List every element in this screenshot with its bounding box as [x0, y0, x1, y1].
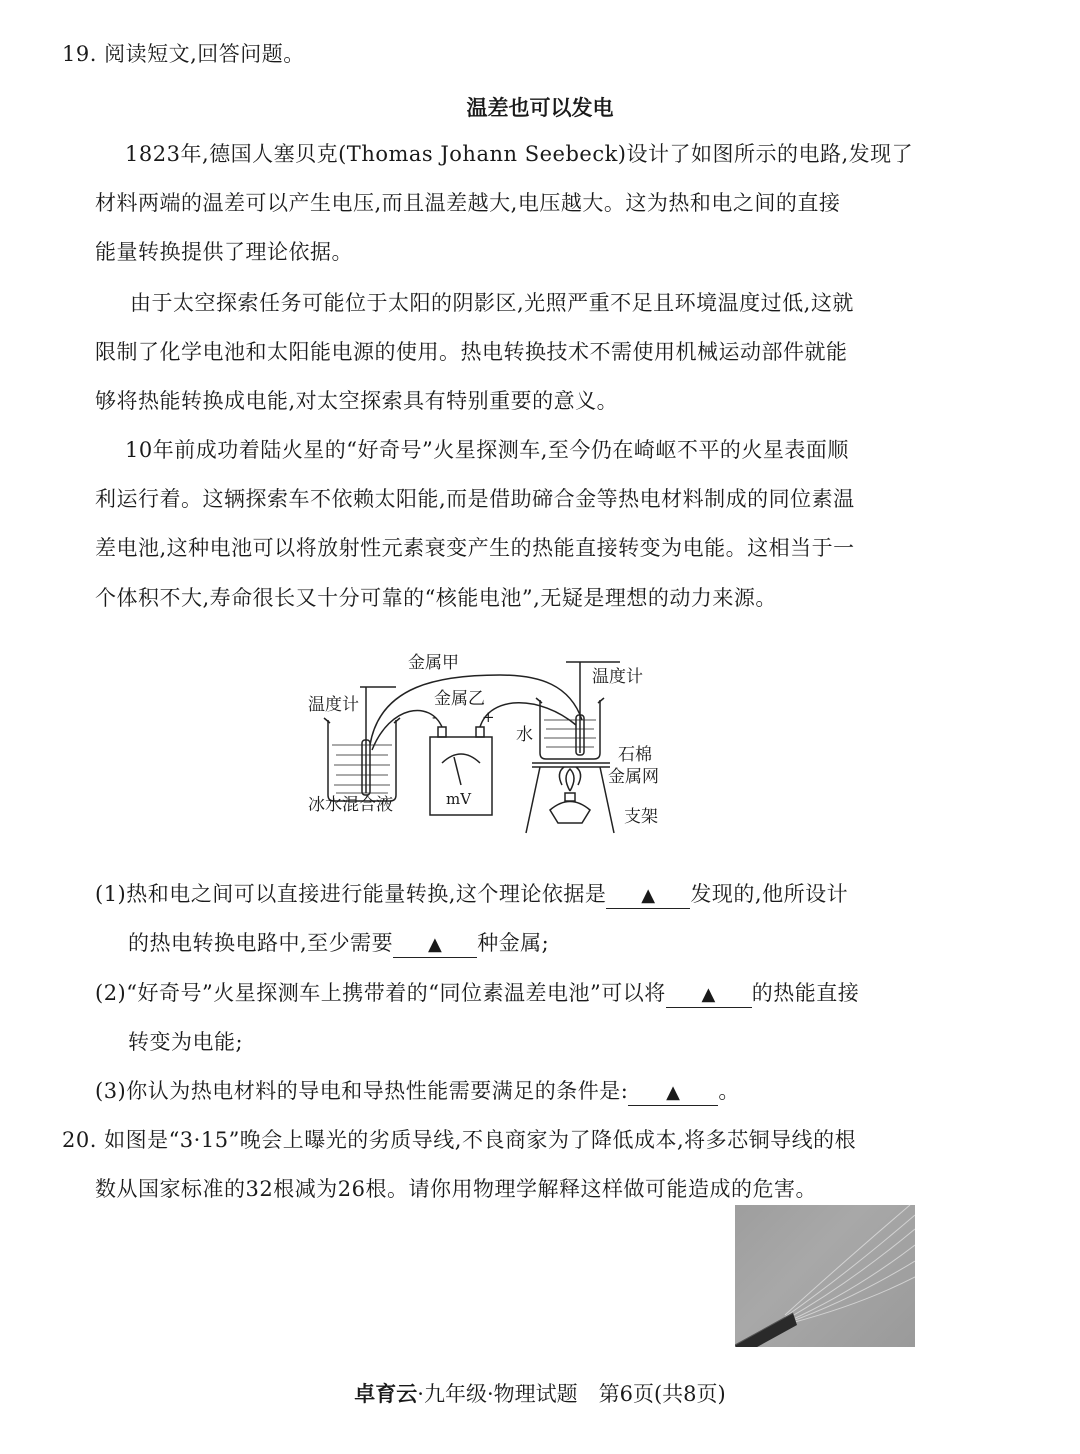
q20-line2: 数从国家标准的32根减为26根。请你用物理学解释这样做可能造成的危害。 [95, 1177, 817, 1201]
sub3-text-a: (3)你认为热电材料的导电和导热性能需要满足的条件是: [95, 1079, 629, 1103]
para2-line1: 由于太空探索任务可能位于太阳的阴影区,光照严重不足且环境温度过低,这就 [130, 291, 854, 315]
alcohol-lamp [550, 767, 590, 823]
label-asbestos: 石棉 [618, 745, 652, 765]
answer-blank-4[interactable]: ▲ [628, 1081, 718, 1106]
label-water: 水 [516, 725, 533, 745]
label-minus: - [432, 708, 438, 726]
label-thermometer-left: 温度计 [308, 695, 359, 715]
article-title: 温差也可以发电 [466, 96, 614, 120]
sub1-text-d: 种金属; [477, 931, 550, 955]
answer-blank-1[interactable]: ▲ [606, 884, 690, 909]
sub1-text-a: (1)热和电之间可以直接进行能量转换,这个理论依据是 [95, 882, 607, 906]
footer-page-info: ·九年级·物理试题 第6页(共8页) [417, 1382, 726, 1406]
label-plus: + [482, 708, 495, 726]
seebeck-circuit-figure [300, 645, 680, 840]
answer-blank-2[interactable]: ▲ [393, 933, 477, 958]
label-meter-unit: mV [446, 790, 472, 808]
q20-line1: 20. 如图是“3·15”晚会上曝光的劣质导线,不良商家为了降低成本,将多芯铜导线的根 [62, 1128, 857, 1152]
sub1-text-c: 的热电转换电路中,至少需要 [128, 931, 394, 955]
label-metal-a: 金属甲 [408, 653, 459, 673]
label-ice-water: 冰水混合液 [308, 795, 393, 815]
footer-brand: 卓育云 [354, 1382, 418, 1406]
para1-line1: 1823年,德国人塞贝克(Thomas Johann Seebeck)设计了如图所示的电路,发现了 [125, 142, 914, 166]
q19-heading: 19. 阅读短文,回答问题。 [62, 42, 305, 66]
label-wire-gauze: 金属网 [608, 767, 659, 787]
para2-line3: 够将热能转换成电能,对太空探索具有特别重要的意义。 [95, 389, 619, 413]
label-metal-b: 金属乙 [434, 689, 485, 709]
sub3-line [95, 1077, 740, 1106]
page-footer [0, 1378, 1080, 1408]
para3-line3: 差电池,这种电池可以将放射性元素衰变产生的热能直接转变为电能。这相当于一 [95, 536, 855, 560]
answer-blank-3[interactable]: ▲ [666, 983, 752, 1008]
para2-line2: 限制了化学电池和太阳能电源的使用。热电转换技术不需使用机械运动部件就能 [95, 340, 848, 364]
inferior-wire-photo [735, 1205, 915, 1347]
para1-line2: 材料两端的温差可以产生电压,而且温差越大,电压越大。这为热和电之间的直接 [95, 191, 841, 215]
para1-line3: 能量转换提供了理论依据。 [95, 240, 353, 264]
para3-line1: 10年前成功着陆火星的“好奇号”火星探测车,至今仍在崎岖不平的火星表面顺 [125, 438, 849, 462]
para3-line4: 个体积不大,寿命很长又十分可靠的“核能电池”,无疑是理想的动力来源。 [95, 586, 777, 610]
wire-illustration [735, 1205, 915, 1347]
sub2-line2: 转变为电能; [128, 1030, 244, 1054]
para3-line2: 利运行着。这辆探索车不依赖太阳能,而是借助碲合金等热电材料制成的同位素温 [95, 487, 855, 511]
wires [370, 675, 582, 750]
sub3-text-b: 。 [718, 1079, 740, 1103]
sub2-text-a: (2)“好奇号”火星探测车上携带着的“同位素温差电池”可以将 [95, 981, 666, 1005]
label-thermometer-right: 温度计 [592, 667, 643, 687]
sub2-text-b: 的热能直接 [751, 981, 860, 1005]
label-stand: 支架 [624, 807, 658, 827]
sub1-line1 [95, 880, 848, 909]
sub1-line2 [128, 929, 549, 958]
sub1-text-b: 发现的,他所设计 [690, 882, 849, 906]
sub2-line1 [95, 979, 859, 1008]
water-liquid [544, 720, 596, 747]
